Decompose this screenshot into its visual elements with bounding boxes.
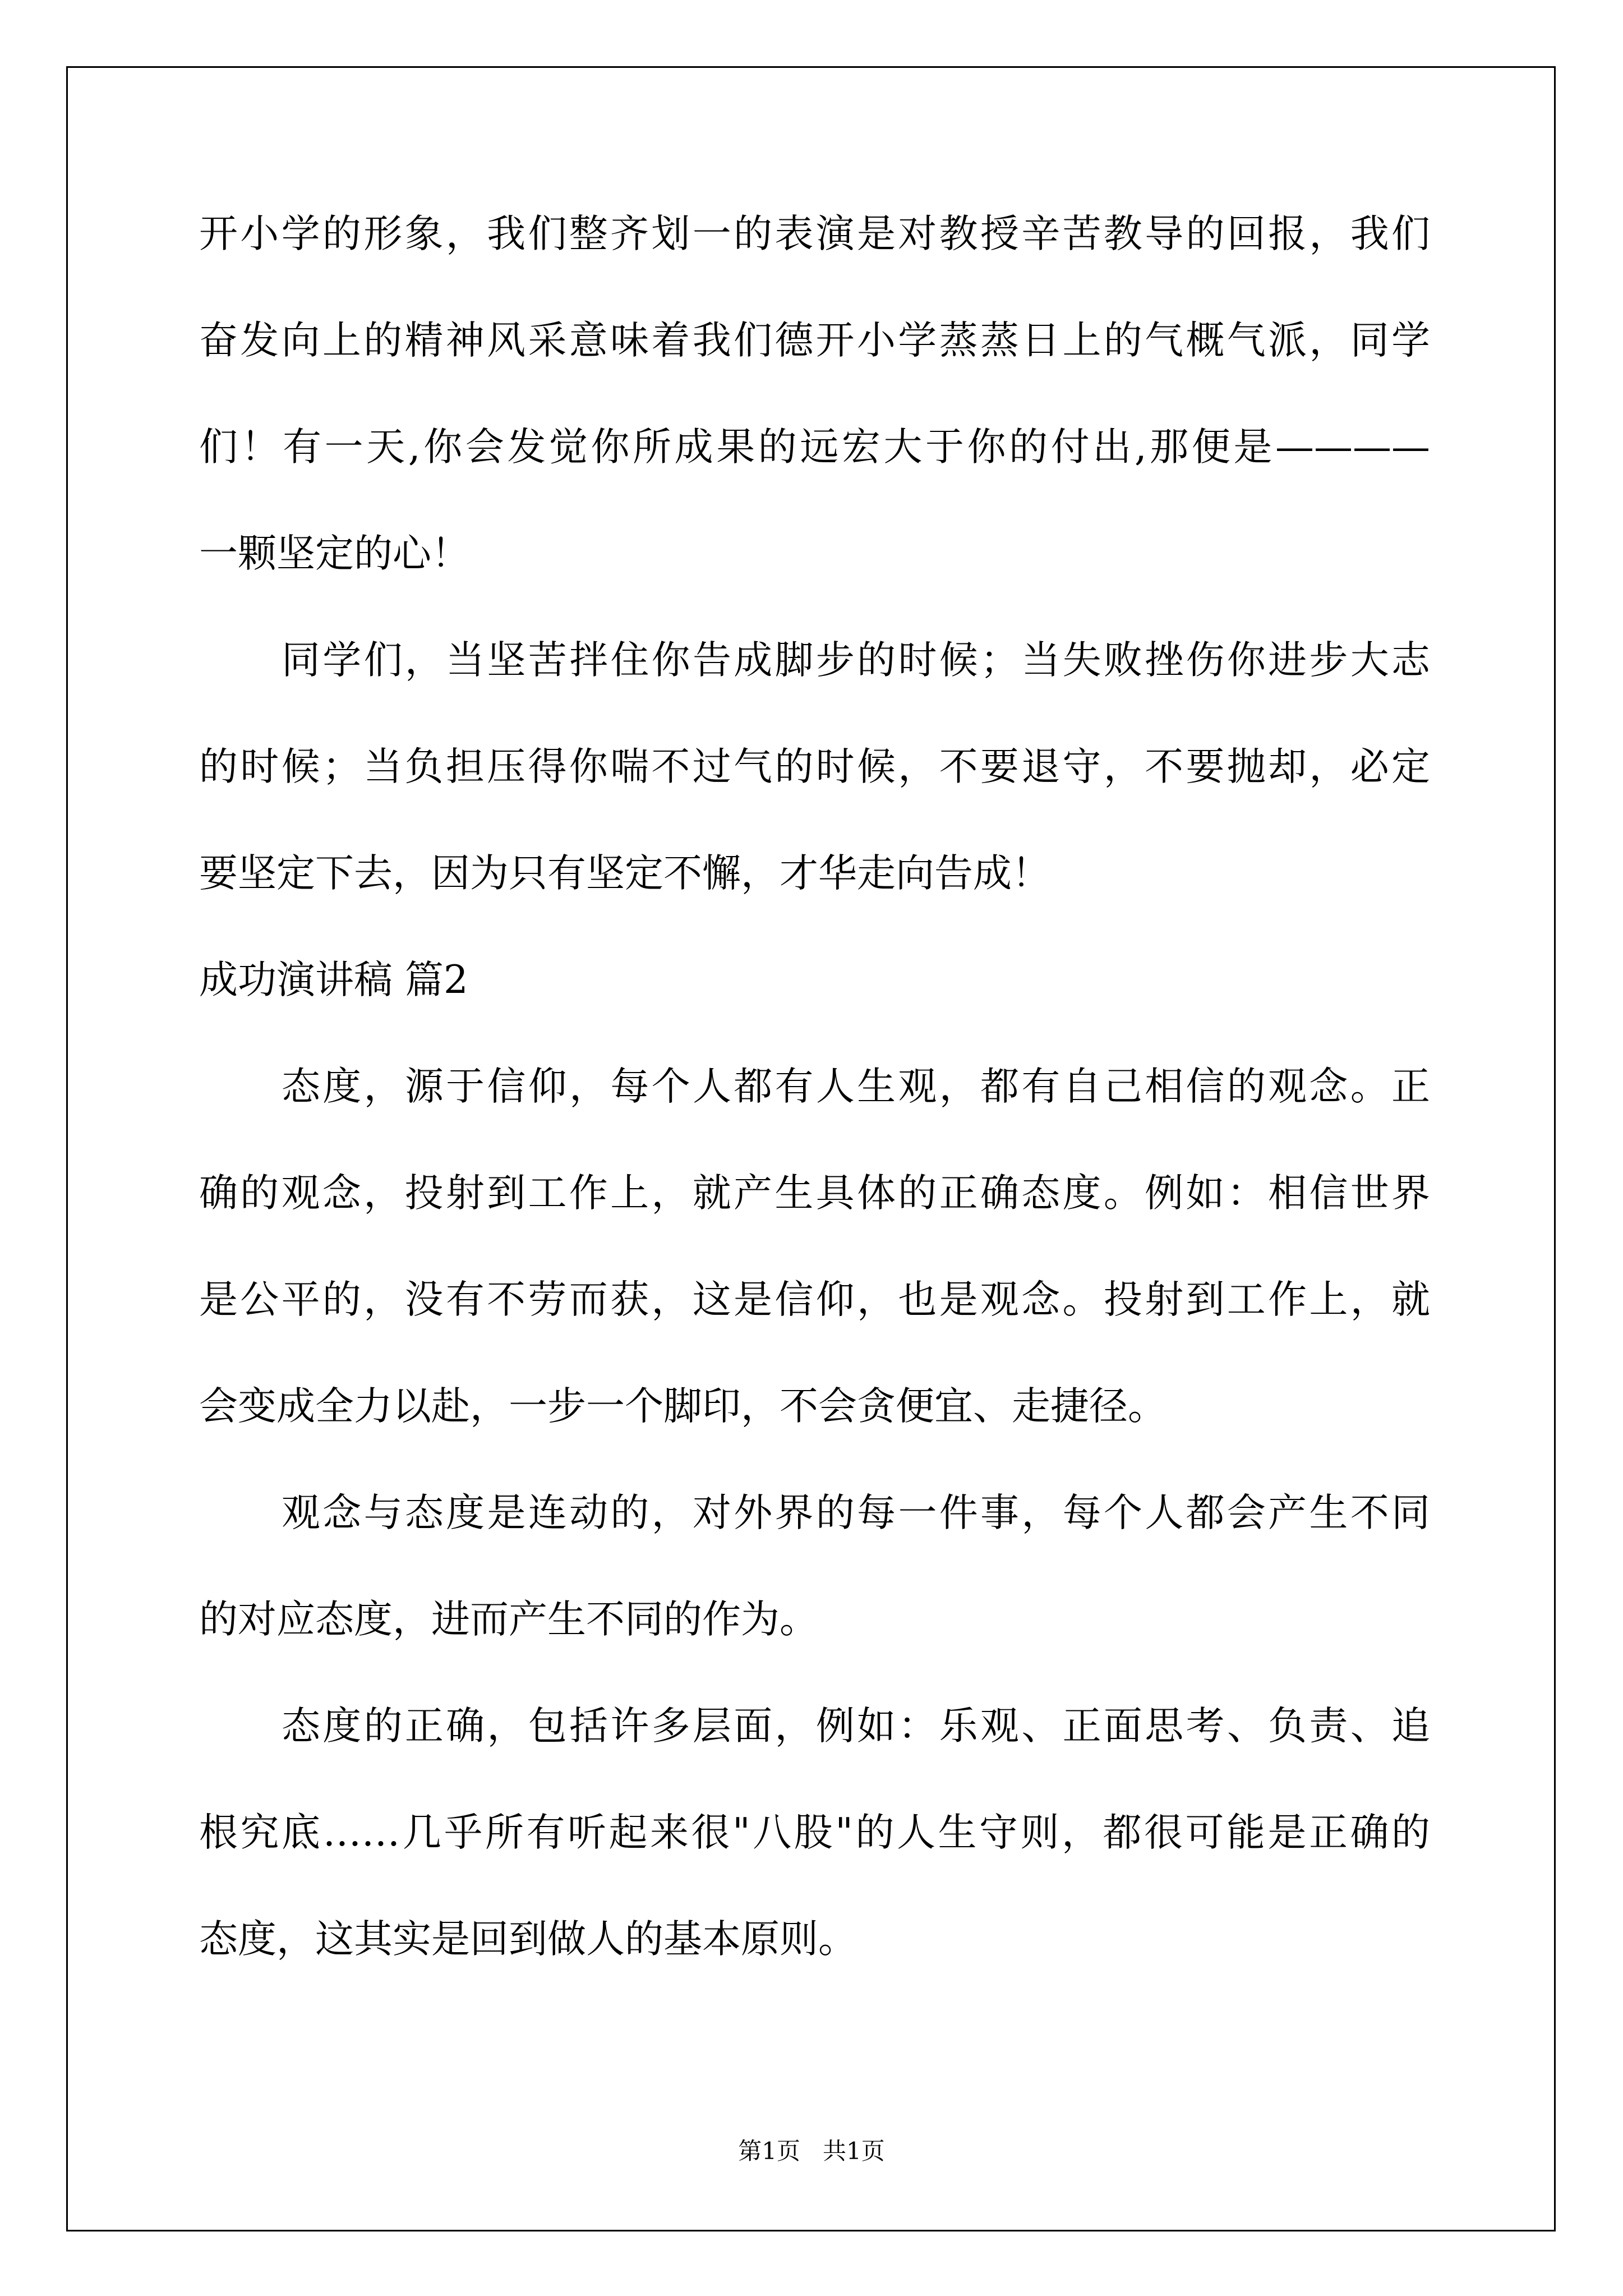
body-text-line: 确的观念，投射到工作上，就产生具体的正确态度。例如：相信世界 [199, 1171, 1430, 1216]
body-text-line: 态度的正确，包括许多层面，例如：乐观、正面思考、负责、追 [282, 1704, 1430, 1749]
body-text-line: 开小学的形象，我们整齐划一的表演是对教授辛苦教导的回报，我们 [199, 211, 1430, 256]
section-heading: 成功演讲稿 篇2 [199, 958, 468, 1002]
body-text-line: 的对应态度，进而产生不同的作为。 [199, 1597, 818, 1642]
body-text-line: 态度，源于信仰，每个人都有人生观，都有自己相信的观念。正 [282, 1064, 1430, 1109]
body-text-line: 根究底……几乎所有听起来很"八股"的人生守则，都很可能是正确的 [199, 1810, 1430, 1855]
body-text-line: 态度，这其实是回到做人的基本原则。 [199, 1917, 857, 1962]
body-text-line: 奋发向上的精神风采意味着我们德开小学蒸蒸日上的气概气派，同学 [199, 318, 1430, 363]
body-text-line: 会变成全力以赴，一步一个脚印，不会贪便宜、走捷径。 [199, 1384, 1166, 1429]
body-text-line: 观念与态度是连动的，对外界的每一件事，每个人都会产生不同 [282, 1490, 1430, 1535]
body-text-line: 一颗坚定的心！ [199, 531, 470, 576]
page-border [66, 66, 1556, 2231]
body-text-line: 同学们，当坚苦拌住你告成脚步的时候；当失败挫伤你进步大志 [282, 638, 1430, 683]
body-text-line: 们！有一天,你会发觉你所成果的远宏大于你的付出,那便是———— [199, 425, 1430, 470]
body-text-line: 要坚定下去，因为只有坚定不懈，才华走向告成！ [199, 851, 1050, 896]
page-footer: 第1页 共1页 [738, 2137, 885, 2165]
body-text-line: 的时候；当负担压得你喘不过气的时候，不要退守，不要抛却，必定 [199, 744, 1430, 789]
body-text-line: 是公平的，没有不劳而获，这是信仰，也是观念。投射到工作上，就 [199, 1277, 1430, 1322]
